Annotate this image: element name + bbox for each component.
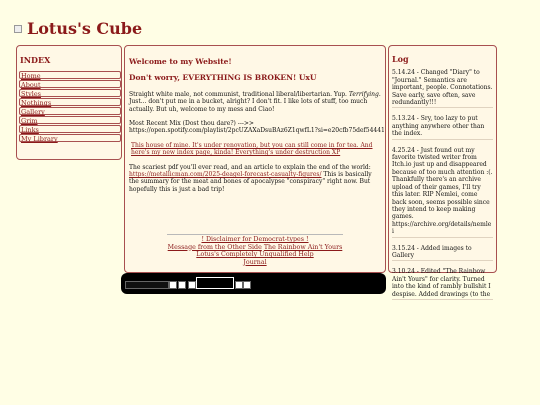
- spotify-url: https://open.spotify.com/playlist/2pcUZAXaDsuBAz6Z1qwfL1?si=e20cfb75def54441: [129, 127, 385, 135]
- footer-links: [125, 236, 385, 266]
- site-button[interactable]: [188, 281, 196, 289]
- index-sidebar: [16, 45, 122, 160]
- log-entry: 5.14.24 - Changed "Diary" to "Journal." Semantics are important, people. Connotations. Save early, save often, save redundantly!!!: [392, 69, 493, 108]
- disclaimer-link[interactable]: ! Disclaimer for Democrat-types !: [201, 236, 309, 243]
- mix-paragraph: Most Recent Mix (Dost thou dare?) --->> https://open.spotify.com/playlist/2pcUZAXaDsuBAz6Z1qwfL1?si=e20cfb75def54441: [129, 120, 385, 135]
- pdf-paragraph: The scariest pdf you'll ever read, and an article to explain the end of the world: https://metallicman.com/2025-deagel-forecast-casualty-figures/ This is basically the summary for the meat and bones of apocalypse "conspiracy" right now. But hopefully this is just a bad trip!: [129, 163, 372, 193]
- log-entry: 3.10.24 - Edited "The Rainbow Ain't Yours" for clarity. Turned into the kind of rambly bullshit I despise. Added drawings (to the: [392, 268, 493, 300]
- button-bar: [121, 273, 386, 294]
- broken-image-icon: [14, 25, 22, 33]
- log-entry: 4.25.24 - Just found out my favorite twisted writer from Itch.io just up and disappeared because of too much attention :(. Thankfully there's an archive upload of their games, I'll try this later. RIP Nemlei, come back soon, seems possible since they intend to keep making games. https://archive.org/details/nemlei: [392, 147, 493, 238]
- deagel-link[interactable]: https://metallicman.com/2025-deagel-forecast-casualty-figures/: [129, 171, 322, 179]
- log-panel: [388, 45, 497, 298]
- nav-about[interactable]: About: [19, 80, 121, 88]
- index-title: INDEX: [20, 55, 51, 65]
- help-link[interactable]: Lotus's Completely Unqualified Help: [196, 251, 314, 258]
- nav-home[interactable]: Home: [19, 71, 121, 79]
- site-button[interactable]: [235, 281, 243, 289]
- nav-my-library[interactable]: My Library: [19, 134, 121, 142]
- nav-links[interactable]: Links: [19, 125, 121, 133]
- main-content: [124, 45, 386, 273]
- log-title: Log: [392, 54, 409, 64]
- house-notice-link[interactable]: This house of mine. It's under renovation, but you can still come in for tea. And here's my new index page, kinda! Everything's under destruction XP: [131, 141, 373, 157]
- nav-grim[interactable]: Grim: [19, 116, 121, 124]
- site-button[interactable]: [178, 281, 186, 289]
- message-link[interactable]: Message from the Other Side: [167, 243, 262, 251]
- rainbow-link[interactable]: The Rainbow Ain't Yours: [263, 243, 343, 251]
- log-entry: 3.15.24 - Added images to Gallery: [392, 245, 493, 262]
- nav-gallery[interactable]: Gallery: [19, 107, 121, 115]
- nav-styles[interactable]: Styles: [19, 89, 121, 97]
- journal-link[interactable]: Journal: [243, 258, 267, 266]
- nav-nothings[interactable]: Nothings: [19, 98, 121, 106]
- log-entry: 5.13.24 - Sry, too lazy to put anything anywhere other than the index.: [392, 115, 493, 139]
- welcome-heading: Welcome to my Website!: [129, 57, 232, 66]
- site-title: Lotus's Cube: [27, 19, 143, 38]
- site-button[interactable]: [243, 281, 251, 289]
- site-button[interactable]: [125, 281, 169, 289]
- divider: [167, 234, 343, 235]
- broken-heading: Don't worry, EVERYTHING IS BROKEN! UxU: [129, 73, 317, 83]
- site-button[interactable]: [196, 277, 234, 289]
- intro-paragraph: Straight white male, not communist, traditional liberal/libertarian. Yup. Terrifying. Just... don't put me in a bucket, alright? I don't fit. I like lots of stuff, too much actually. But uh, welcome to my mess and Ciao!: [129, 90, 381, 113]
- site-button[interactable]: [169, 281, 177, 289]
- site-header: [14, 19, 142, 38]
